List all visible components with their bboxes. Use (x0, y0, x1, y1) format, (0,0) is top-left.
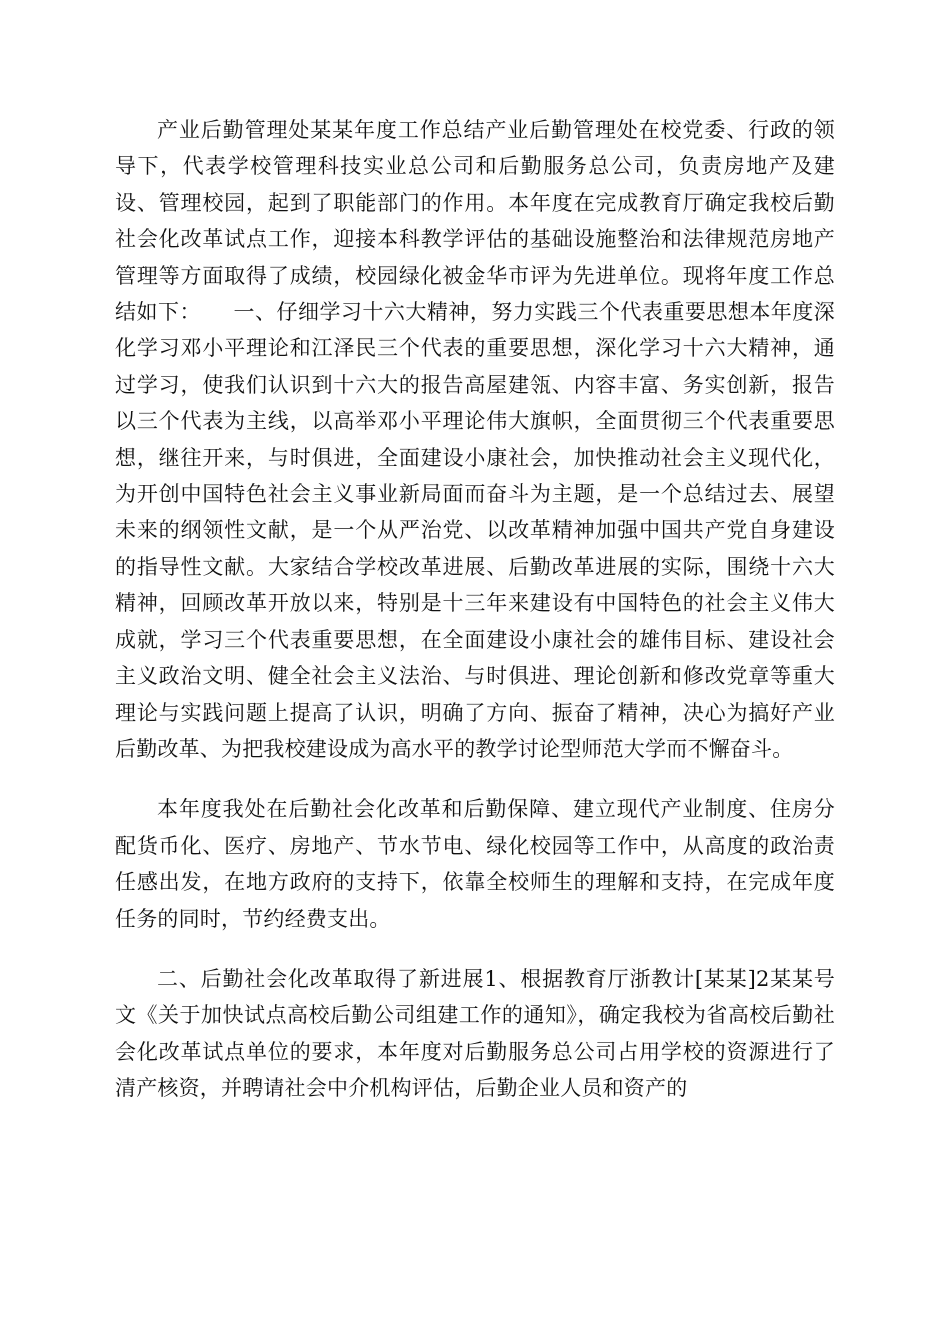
document-body (115, 112, 835, 1107)
paragraph-1: 产业后勤管理处某某年度工作总结产业后勤管理处在校党委、行政的领导下，代表学校管理科技实业总公司和后勤服务总公司，负责房地产及建设、管理校园，起到了职能部门的作用。本年度在完成教育厅确定我校后勤社会化改革试点工作，迎接本科教学评估的基础设施整治和法律规范房地产管理等方面取得了成绩，校园绿化被金华市评为先进单位。现将年度工作总结如下： 一、仔细学习十六大精神，努力实践三个代表重要思想本年度深化学习邓小平理论和江泽民三个代表的重要思想，深化学习十六大精神，通过学习，使我们认识到十六大的报告高屋建瓴、内容丰富、务实创新，报告以三个代表为主线，以高举邓小平理论伟大旗帜，全面贯彻三个代表重要思想，继往开来，与时俱进，全面建设小康社会，加快推动社会主义现代化，为开创中国特色社会主义事业新局面而奋斗为主题，是一个总结过去、展望未来的纲领性文献，是一个从严治党、以改革精神加强中国共产党自身建设的指导性文献。大家结合学校改革进展、后勤改革进展的实际，围绕十六大精神，回顾改革开放以来，特别是十三年来建设有中国特色的社会主义伟大成就，学习三个代表重要思想，在全面建设小康社会的雄伟目标、建设社会主义政治文明、健全社会主义法治、与时俱进、理论创新和修改党章等重大理论与实践问题上提高了认识，明确了方向、振奋了精神，决心为搞好产业后勤改革、为把我校建设成为高水平的教学讨论型师范大学而不懈奋斗。 (115, 118, 835, 761)
paragraph-3: 二、后勤社会化改革取得了新进展1、根据教育厅浙教计[某某]2某某号文《关于加快试点高校后勤公司组建工作的通知》，确定我校为省高校后勤社会化改革试点单位的要求，本年度对后勤服务总公司占用学校的资源进行了清产核资，并聘请社会中介机构评估，后勤企业人员和资产的 (115, 966, 835, 1101)
paragraph-2: 本年度我处在后勤社会化改革和后勤保障、建立现代产业制度、住房分配货币化、医疗、房地产、节水节电、绿化校园等工作中，从高度的政治责任感出发，在地方政府的支持下，依靠全校师生的理解和支持，在完成年度任务的同时，节约经费支出。 (115, 797, 835, 931)
